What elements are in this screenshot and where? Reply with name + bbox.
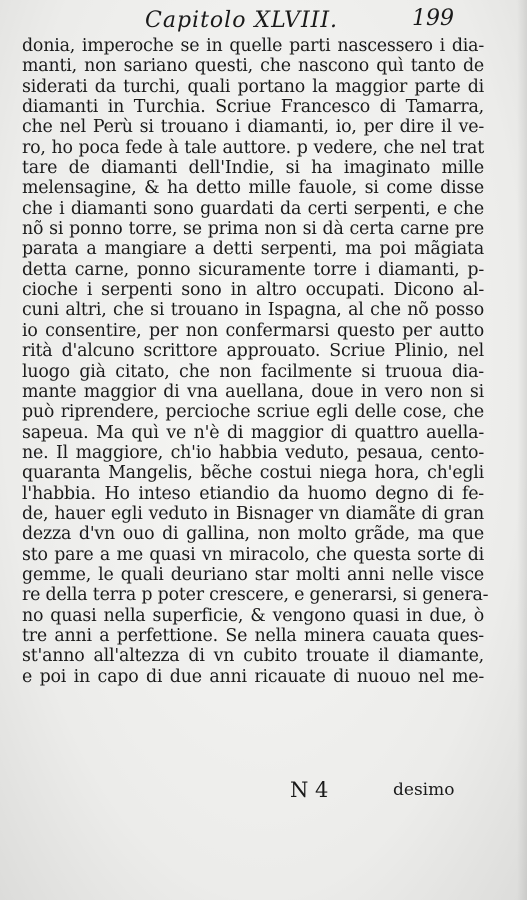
text-line: mante maggior di vna auellana, doue in vero non si [22,381,484,402]
text-line: re della terra p poter crescere, e generarsi, si genera- [22,585,489,606]
text-line: luogo già citato, che non facilmente si truoua dia- [22,361,484,382]
chapter-title: Capitolo XLVIII. [145,8,339,33]
text-line: parata a mangiare a detti serpenti, ma poi mãgiata [22,239,484,260]
text-line: quaranta Mangelis, bẽche costui niega hora, ch'egli [22,463,484,484]
text-line: sapeua. Ma quì ve n'è di maggior di quattro auella- [22,422,484,443]
signature-mark: N 4 [290,778,329,802]
text-line: dezza d'vn ouo di gallina, non molto grãde, ma que [22,524,484,545]
body-text [22,36,489,687]
page-edge-shadow [517,0,527,900]
page-footer [0,778,527,808]
text-line: io consentire, per non confermarsi questo per autto [22,320,484,341]
text-line: che nel Perù si trouano i diamanti, io, per dire il ve- [22,117,484,138]
text-line: st'anno all'altezza di vn cubito trouate il diamante, [22,646,484,667]
text-line: de, hauer egli veduto in Bisnager vn diamãte di gran [22,503,484,524]
text-line: nõ si ponno torre, se prima non si dà certa carne pre [22,219,484,240]
text-line: melensagine, & ha detto mille fauole, si come disse [22,178,484,199]
text-line: manti, non sariano questi, che nascono quì tanto de [22,56,484,77]
text-line: che i diamanti sono guardati da certi serpenti, e che [22,198,484,219]
text-line: tare de diamanti dell'Indie, si ha imaginato mille [22,158,484,179]
text-line: detta carne, ponno sicuramente torre i diamanti, p- [22,259,484,280]
text-line: no quasi nella superficie, & vengono quasi in due, ò [22,605,484,626]
text-line: ne. Il maggiore, ch'io habbia veduto, pesaua, cento- [22,442,484,463]
text-line: siderati da turchi, quali portano la maggior parte di [22,76,484,97]
running-head [0,6,527,40]
page-number: 199 [412,6,454,31]
text-line: tre anni a perfettione. Se nella minera cauata ques- [22,625,484,646]
catchword: desimo [393,780,455,800]
text-line: cioche i serpenti sono in altro occupati. Dicono al- [22,280,484,301]
text-line: rità d'alcuno scrittore approuato. Scriue Plinio, nel [22,341,484,362]
text-line: diamanti in Turchia. Scriue Francesco di Tamarra, [22,97,484,118]
text-line: gemme, le quali deuriano star molti anni nelle visce [22,564,484,585]
text-line: cuni altri, che si trouano in Ispagna, al che nõ posso [22,300,484,321]
text-line: e poi in capo di due anni ricauate di nuouo nel me- [22,666,484,687]
text-line: può riprendere, percioche scriue egli delle cose, che [22,402,484,423]
text-line: ro, ho poca fede à tale auttore. p vedere, che nel trat [22,137,484,158]
text-line: donia, imperoche se in quelle parti nascessero i dia- [22,36,484,56]
text-line: l'habbia. Ho inteso etiandio da huomo degno di fe- [22,483,484,504]
text-line: sto pare a me quasi vn miracolo, che questa sorte di [22,544,484,565]
